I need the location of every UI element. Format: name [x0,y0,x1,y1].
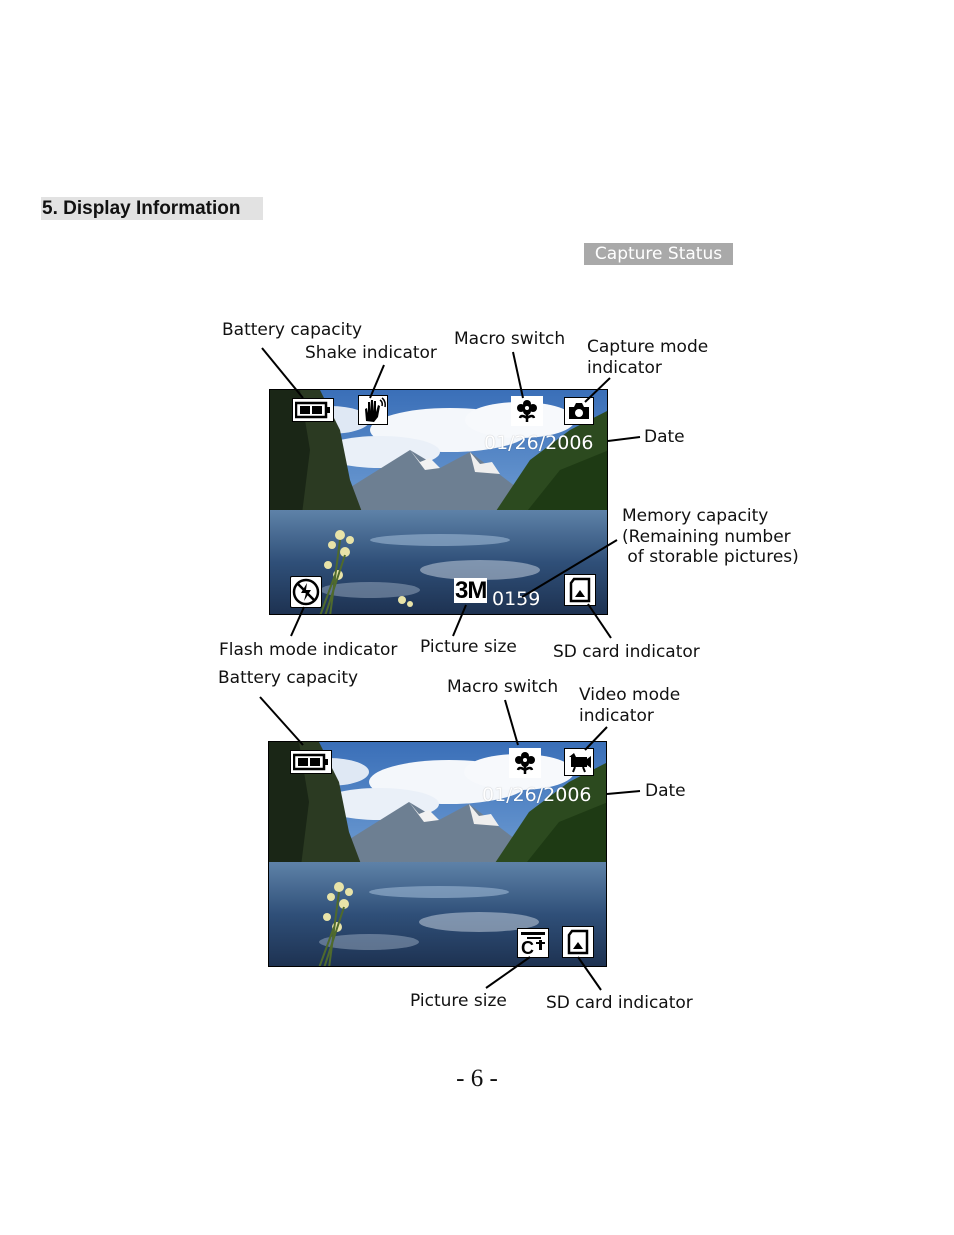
label-memory-storable: of storable pictures) [622,547,799,567]
landscape-photo-video [269,742,607,967]
svg-text:C: C [521,938,534,956]
capture-screen [269,389,608,615]
label-picture-size: Picture size [420,637,517,657]
camera-icon [564,397,594,425]
video-leader-battery [260,697,303,745]
label-date: Date [644,427,685,447]
picture-size-badge: 3M [455,577,487,604]
video-label-picture-size: Picture size [410,991,507,1011]
label-battery-capacity: Battery capacity [222,320,363,340]
video-label-date: Date [645,781,686,801]
video-camera-icon [564,748,594,776]
label-capture-mode: Capture mode [587,337,709,357]
video-size-icon [517,928,549,958]
sd-card-icon [564,574,596,606]
label-macro-switch: Macro switch [454,329,566,349]
video-battery-icon [290,750,332,774]
video-label-sd-card: SD card indicator [546,993,693,1013]
label-flash-mode: Flash mode indicator [219,640,398,660]
label-shake-indicator: Shake indicator [305,343,437,363]
video-label-macro-switch: Macro switch [447,677,559,697]
section-heading: 5. Display Information [41,197,263,220]
video-label-battery-capacity: Battery capacity [218,668,359,688]
battery-icon [292,398,334,422]
capture-date: 01/26/2006 [484,432,594,454]
shake-hand-icon [358,395,388,425]
video-screen [268,741,607,967]
label-sd-card: SD card indicator [553,642,700,662]
remaining-count: 0159 [492,588,541,610]
video-leader-date [607,791,640,794]
video-sd-card-icon [562,926,594,958]
macro-flower-icon [511,396,543,426]
capture-status-tag: Capture Status [584,243,733,265]
leader-date [608,437,640,441]
label-capture-mode-indicator: indicator [587,358,662,378]
label-memory-capacity: Memory capacity [622,506,769,526]
label-video-mode-indicator: indicator [579,706,654,726]
page-number: - 6 - [456,1065,498,1092]
video-macro-flower-icon [509,748,541,778]
label-memory-remaining: (Remaining number [622,527,791,547]
label-video-mode: Video mode [579,685,681,705]
video-leader-macro [505,700,518,745]
flash-off-icon [290,576,322,608]
video-date: 01/26/2006 [482,784,592,806]
